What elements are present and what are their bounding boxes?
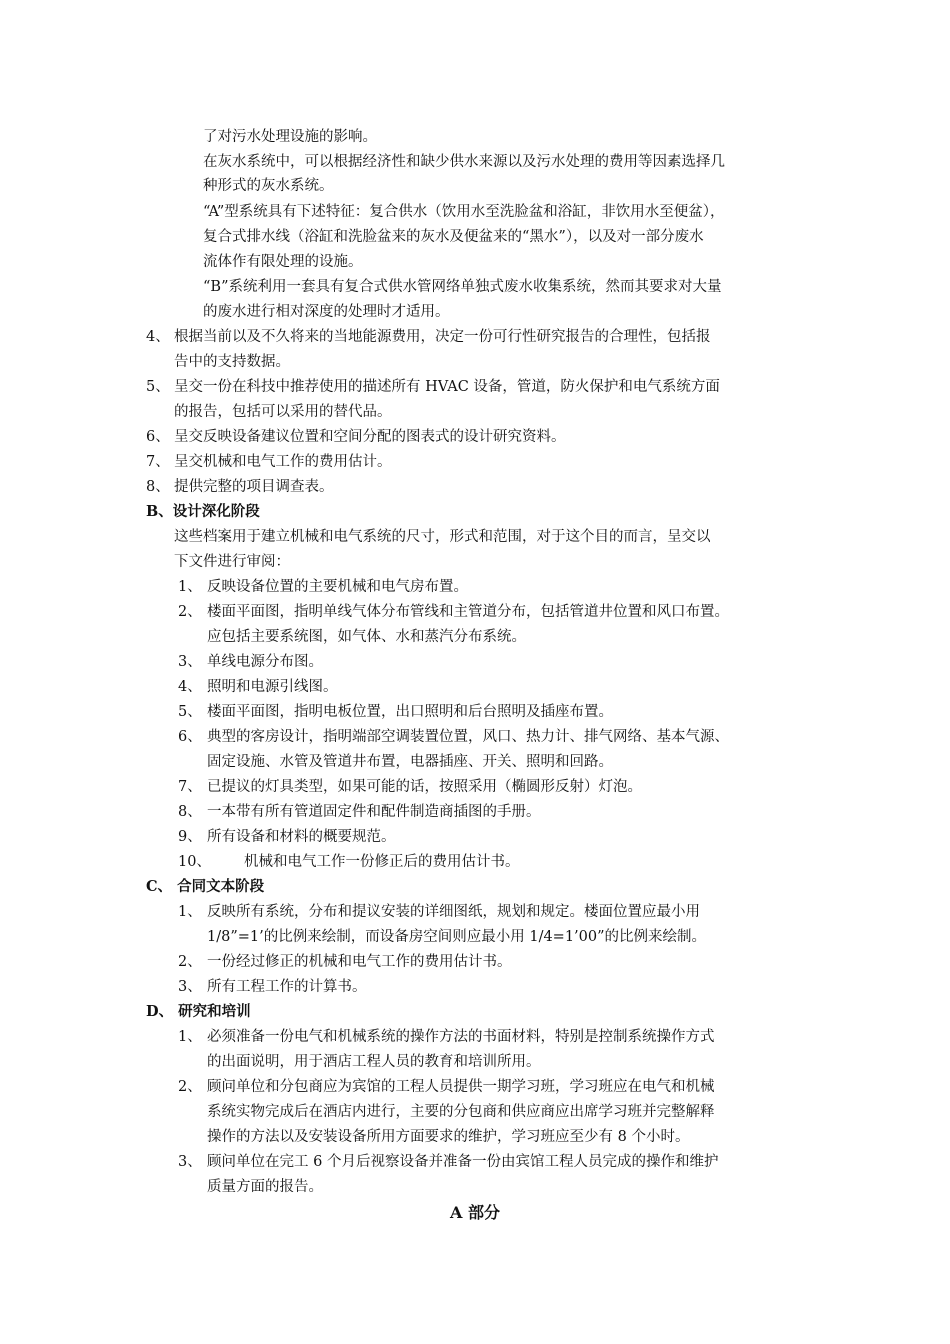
intro-line: 了对污水处理设施的影响。 [203, 129, 377, 145]
list-item-number: 5、 [146, 379, 170, 395]
intro-line: 在灰水系统中，可以根据经济性和缺少供水来源以及污水处理的费用等因素选择几 [203, 154, 725, 170]
list-item-text: 单线电源分布图。 [207, 654, 323, 670]
list-item-number: 2、 [178, 604, 202, 620]
section-heading: C、 合同文本阶段 [146, 878, 265, 895]
list-item-text: 操作的方法以及安装设备所用方面要求的维护，学习班应至少有 8 个小时。 [207, 1129, 690, 1145]
list-item-number: 3、 [178, 979, 202, 995]
list-item-text: 顾问单位在完工 6 个月后视察设备并准备一份由宾馆工程人员完成的操作和维护 [207, 1154, 719, 1170]
list-item-text: 提供完整的项目调查表。 [174, 479, 334, 495]
list-item-text: 顾问单位和分包商应为宾馆的工程人员提供一期学习班，学习班应在电气和机械 [207, 1079, 715, 1095]
list-item-number: 8、 [146, 479, 170, 495]
intro-line: “B”系统利用一套具有复合式供水管网络单独式废水收集系统，然而其要求对大量 [203, 279, 722, 295]
list-item-text: 一份经过修正的机械和电气工作的费用估计书。 [207, 954, 512, 970]
list-item-number: 3、 [178, 1154, 202, 1170]
list-item-number: 9、 [178, 829, 202, 845]
list-item-text: 固定设施、水管及管道井布置，电器插座、开关、照明和回路。 [207, 754, 613, 770]
list-item-text: 所有设备和材料的概要规范。 [207, 829, 396, 845]
list-item-text: 呈交反映设备建议位置和空间分配的图表式的设计研究资料。 [174, 429, 566, 445]
list-item-text: 根据当前以及不久将来的当地能源费用，决定一份可行性研究报告的合理性，包括报 [174, 329, 711, 345]
list-item-number: 7、 [146, 454, 170, 470]
list-item-text: 典型的客房设计，指明端部空调装置位置，风口、热力计、排气网络、基本气源、 [207, 729, 729, 745]
list-item-text: 的报告，包括可以采用的替代品。 [174, 404, 392, 420]
list-item-number: 4、 [178, 679, 202, 695]
intro-line: “A”型系统具有下述特征：复合供水（饮用水至洗脸盆和浴缸，非饮用水至便盆）， [203, 204, 725, 220]
list-item-text: 1/8”=1’的比例来绘制，而设备房空间则应最小用 1/4=1’00”的比例来绘制。 [207, 929, 707, 945]
list-item-text: 一本带有所有管道固定件和配件制造商插图的手册。 [207, 804, 541, 820]
list-item-number: 2、 [178, 1079, 202, 1095]
section-heading: D、 研究和培训 [146, 1003, 251, 1020]
list-item-text: 应包括主要系统图，如气体、水和蒸汽分布系统。 [207, 629, 526, 645]
list-item-number: 6、 [146, 429, 170, 445]
list-item-text: 反映设备位置的主要机械和电气房布置。 [207, 579, 468, 595]
list-item-text: 质量方面的报告。 [207, 1179, 323, 1195]
list-item-number: 1、 [178, 904, 202, 920]
list-item-text: 必须准备一份电气和机械系统的操作方法的书面材料，特别是控制系统操作方式 [207, 1029, 715, 1045]
list-item-text: 呈交一份在科技中推荐使用的描述所有 HVAC 设备，管道，防火保护和电气系统方面 [174, 379, 720, 395]
list-item-text: 照明和电源引线图。 [207, 679, 338, 695]
list-item-text: 的出面说明，用于酒店工程人员的教育和培训所用。 [207, 1054, 541, 1070]
intro-line: 的废水进行相对深度的处理时才适用。 [203, 304, 450, 320]
list-item-number: 1、 [178, 579, 202, 595]
list-item-text: 呈交机械和电气工作的费用估计。 [174, 454, 392, 470]
list-item-text: 告中的支持数据。 [174, 354, 290, 370]
intro-line: 复合式排水线（浴缸和洗脸盆来的灰水及便盆来的“黑水”），以及对一部分废水 [203, 229, 704, 245]
list-item-text: 机械和电气工作一份修正后的费用估计书。 [244, 854, 520, 870]
list-item-number: 6、 [178, 729, 202, 745]
list-item-text: 系统实物完成后在酒店内进行，主要的分包商和供应商应出席学习班并完整解释 [207, 1104, 715, 1120]
list-item-text: 反映所有系统，分布和提议安装的详细图纸，规划和规定。楼面位置应最小用 [207, 904, 700, 920]
list-item-number: 7、 [178, 779, 202, 795]
list-item-number: 8、 [178, 804, 202, 820]
list-item-number: 1、 [178, 1029, 202, 1045]
list-item-text: 已提议的灯具类型，如果可能的话，按照采用（椭圆形反射）灯泡。 [207, 779, 642, 795]
list-item-number: 10、 [178, 854, 211, 870]
section-intro: 这些档案用于建立机械和电气系统的尺寸，形式和范围，对于这个目的而言，呈交以 [174, 529, 711, 545]
list-item-text: 楼面平面图，指明电板位置，出口照明和后台照明及插座布置。 [207, 704, 613, 720]
part-heading: A 部分 [450, 1203, 500, 1222]
list-item-number: 4、 [146, 329, 170, 345]
list-item-number: 2、 [178, 954, 202, 970]
section-heading: B、设计深化阶段 [146, 503, 260, 520]
list-item-number: 5、 [178, 704, 202, 720]
list-item-number: 3、 [178, 654, 202, 670]
intro-line: 流体作有限处理的设施。 [203, 254, 363, 270]
intro-line: 种形式的灰水系统。 [203, 178, 334, 194]
list-item-text: 楼面平面图，指明单线气体分布管线和主管道分布，包括管道井位置和风口布置。 [207, 604, 729, 620]
list-item-text: 所有工程工作的计算书。 [207, 979, 367, 995]
section-intro: 下文件进行审阅： [174, 554, 290, 570]
